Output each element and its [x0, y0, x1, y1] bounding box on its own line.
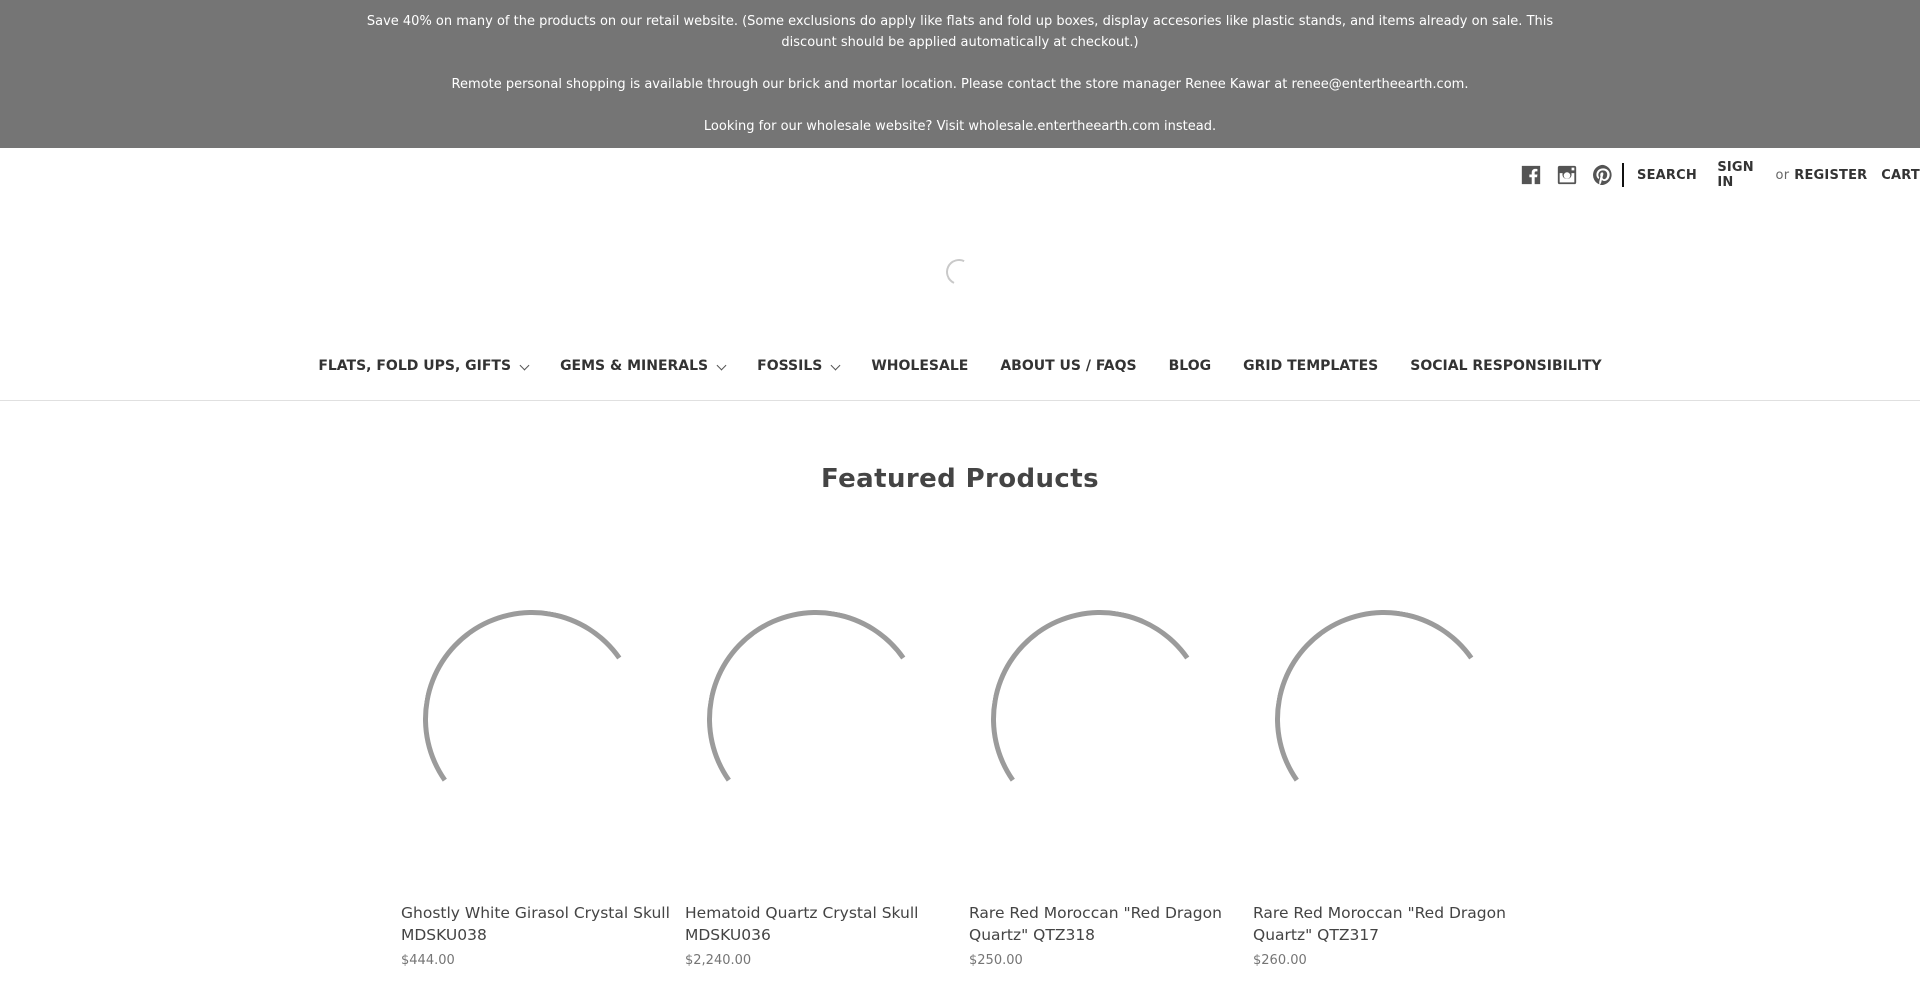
pinterest-icon[interactable]	[1592, 164, 1614, 186]
header-links	[1637, 160, 1920, 190]
nav-item-label: GRID TEMPLATES	[1243, 358, 1379, 374]
nav-item-gems-minerals[interactable]	[560, 358, 725, 378]
featured-products-heading: Featured Products	[821, 464, 1099, 494]
nav-item-label: BLOG	[1168, 358, 1212, 374]
product-image[interactable]	[685, 590, 955, 858]
promo-text: Save 40% on many of the products on our retail website. (Some exclusions do apply like flats and fold up boxes, display accesories like plastic stands, and items already on sale. This discount should be applied automatically at checkout.)	[366, 14, 1554, 50]
chevron-down-icon	[717, 361, 727, 371]
product-price: $444.00	[401, 953, 455, 968]
wholesale-notice-text: Looking for our wholesale website? Visit wholesale.entertheearth.com instead.	[703, 119, 1217, 134]
product-name[interactable]: Ghostly White Girasol Crystal Skull MDSKU038	[401, 904, 670, 944]
product-price: $260.00	[1253, 953, 1307, 968]
nav-item-blog[interactable]	[1169, 358, 1212, 378]
cart-link[interactable]: CART	[1881, 167, 1920, 183]
nav-item-label: SOCIAL RESPONSIBILITY	[1410, 358, 1602, 374]
nav-item-wholesale[interactable]	[871, 358, 968, 378]
register-link[interactable]: REGISTER	[1794, 167, 1868, 183]
product-name[interactable]: Rare Red Moroccan "Red Dragon Quartz" QTZ317	[1253, 904, 1506, 944]
product-price: $2,240.00	[685, 953, 752, 968]
product-name[interactable]: Rare Red Moroccan "Red Dragon Quartz" QTZ318	[969, 904, 1222, 944]
social-links	[1520, 163, 1614, 187]
nav-item-label: ABOUT US / FAQS	[1000, 358, 1137, 374]
search-link[interactable]: SEARCH	[1637, 167, 1697, 183]
loading-spinner	[1258, 593, 1511, 846]
product-card	[685, 590, 955, 968]
chevron-down-icon	[520, 361, 530, 371]
product-image[interactable]	[1253, 590, 1523, 858]
loading-spinner	[974, 593, 1227, 846]
nav-item-label: GEMS & MINERALS	[560, 358, 709, 374]
product-card	[969, 590, 1239, 968]
promo-banner	[0, 0, 1920, 148]
nav-item-social-responsibility[interactable]	[1410, 358, 1601, 378]
or-text: or	[1775, 167, 1790, 183]
sign-in-link[interactable]: SIGN IN	[1717, 160, 1754, 190]
product-name[interactable]: Hematoid Quartz Crystal Skull MDSKU036	[685, 904, 919, 944]
loading-spinner	[406, 593, 659, 846]
nav-item-fossils[interactable]	[757, 358, 839, 378]
facebook-icon[interactable]	[1520, 164, 1542, 186]
nav-item-about-us-faqs[interactable]	[1000, 358, 1136, 378]
divider	[1622, 163, 1624, 187]
nav-item-grid-templates[interactable]	[1243, 358, 1378, 378]
main-nav	[0, 358, 1920, 401]
nav-item-label: WHOLESALE	[871, 358, 969, 374]
loading-spinner	[690, 593, 943, 846]
personal-shopping-text: Remote personal shopping is available through our brick and mortar location. Please contact the store manager Renee Kawar at renee@entertheearth.com.	[451, 77, 1469, 92]
nav-item-label: FLATS, FOLD UPS, GIFTS	[318, 358, 512, 374]
chevron-down-icon	[831, 361, 841, 371]
product-price: $250.00	[969, 953, 1023, 968]
instagram-icon[interactable]	[1556, 164, 1578, 186]
nav-item-flats-fold-ups-gifts[interactable]	[318, 358, 528, 378]
nav-item-label: FOSSILS	[757, 358, 823, 374]
logo-loading-spinner	[942, 255, 975, 288]
product-image[interactable]	[401, 590, 671, 858]
product-image[interactable]	[969, 590, 1239, 858]
product-card	[1253, 590, 1523, 968]
product-card	[401, 590, 671, 968]
